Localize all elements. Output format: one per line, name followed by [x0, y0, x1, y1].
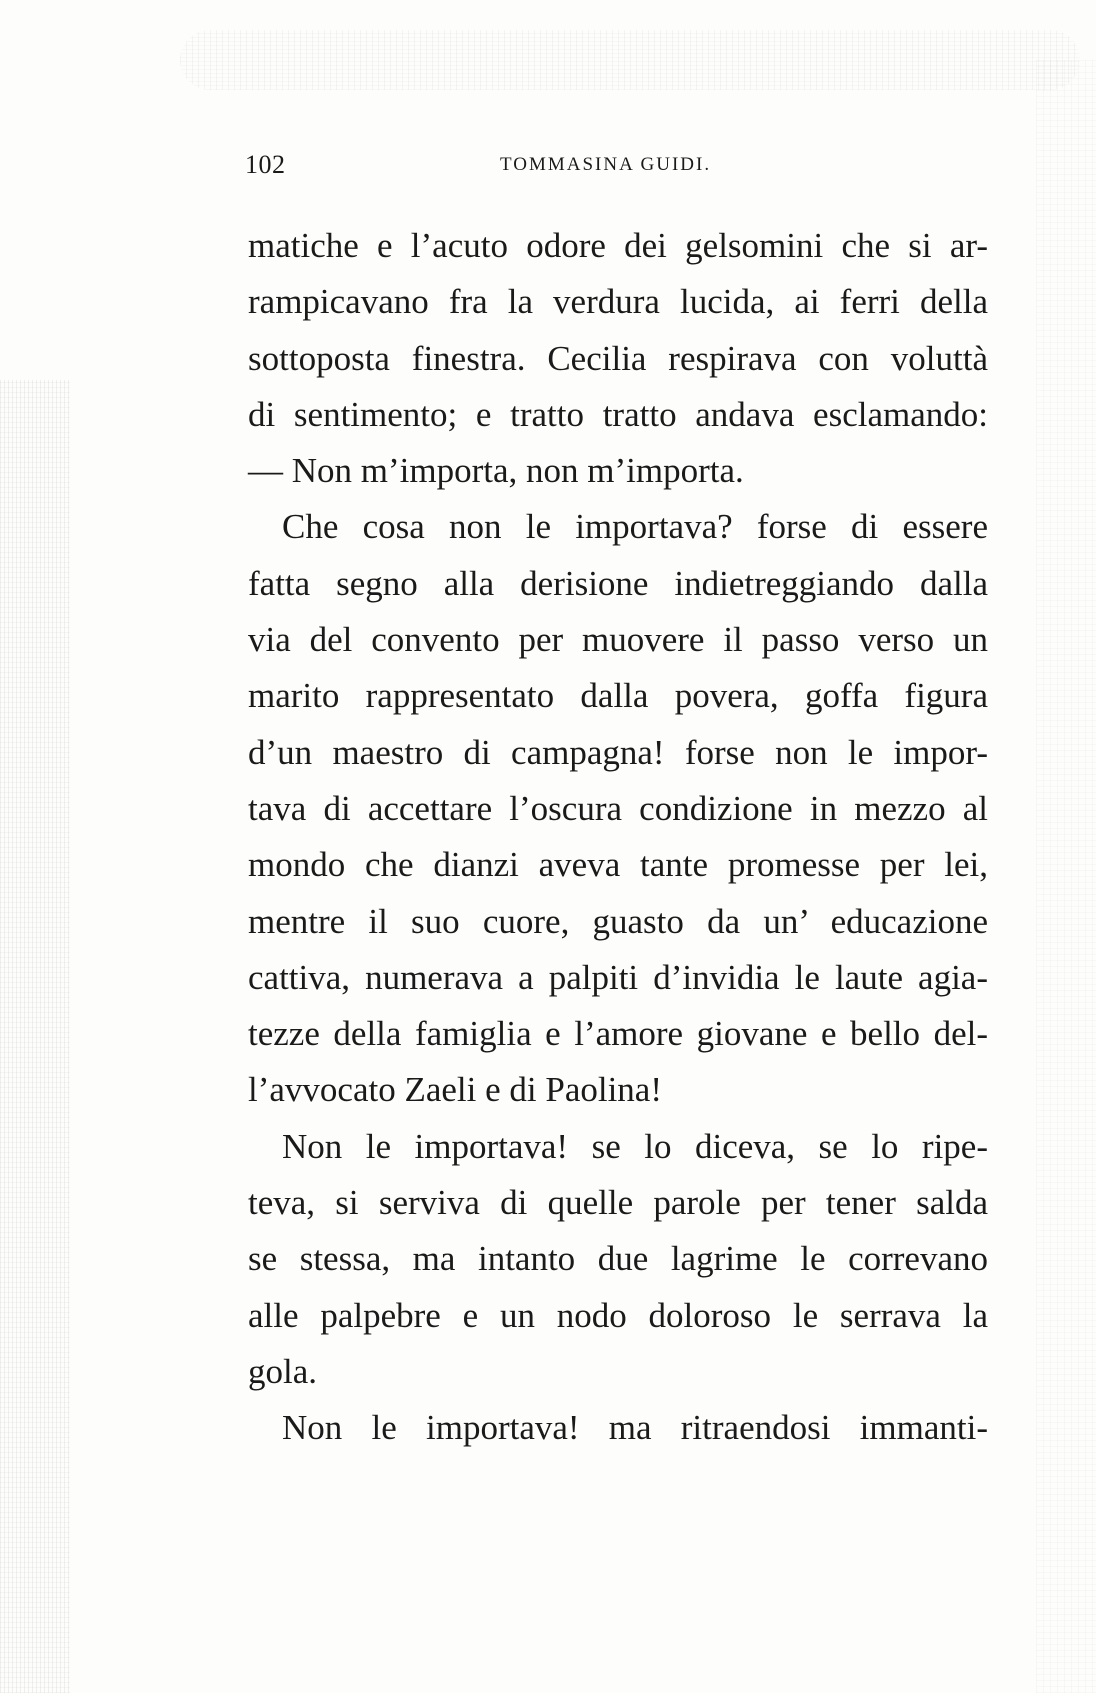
text-line: Non le importava! ma ritraendosi immanti-: [282, 1408, 988, 1448]
text-line: via del convento per muovere il passo verso un: [248, 620, 988, 660]
text-line: matiche e l’acuto odore dei gelsomini che si ar-: [248, 226, 988, 265]
text-line: Che cosa non le importava? forse di essere: [282, 507, 988, 547]
running-title: TOMMASINA GUIDI.: [500, 154, 712, 175]
text-line: mentre il suo cuore, guasto da un’ educazione: [248, 901, 988, 941]
text-line: tava di accettare l’oscura condizione in mezzo al: [248, 788, 988, 828]
page-number: 102: [245, 150, 286, 179]
text-line: Non le importava! se lo diceva, se lo ripe-: [282, 1126, 988, 1166]
text-line: cattiva, numerava a palpiti d’invidia le laute agia-: [248, 957, 988, 997]
text-line: alle palpebre e un nodo doloroso le serrava la: [248, 1295, 988, 1335]
text-line: sottoposta finestra. Cecilia respirava con voluttà: [248, 338, 988, 378]
scan-noise-top: [180, 30, 1080, 90]
text-line: d’un maestro di campagna! forse non le impor-: [248, 732, 988, 772]
text-line: — Non m’importa, non m’importa.: [248, 451, 744, 491]
text-line: fatta segno alla derisione indietreggiando dalla: [248, 563, 988, 603]
text-line: di sentimento; e tratto tratto andava esclamando:: [248, 394, 988, 434]
page-header: [245, 150, 945, 180]
text-line: se stessa, ma intanto due lagrime le correvano: [248, 1239, 988, 1279]
scan-noise-right: [1036, 60, 1096, 1693]
text-line: tezze della famiglia e l’amore giovane e bello del-: [248, 1014, 988, 1054]
text-line: marito rappresentato dalla povera, goffa figura: [248, 676, 988, 716]
text-line: l’avvocato Zaeli e di Paolina!: [248, 1070, 663, 1110]
text-line: gola.: [248, 1351, 318, 1391]
body-text: [248, 218, 988, 1457]
text-line: mondo che dianzi aveva tante promesse per lei,: [248, 845, 988, 885]
scan-noise-left: [0, 380, 70, 1693]
text-line: teva, si serviva di quelle parole per tener salda: [248, 1183, 988, 1223]
text-line: rampicavano fra la verdura lucida, ai ferri della: [248, 282, 988, 322]
